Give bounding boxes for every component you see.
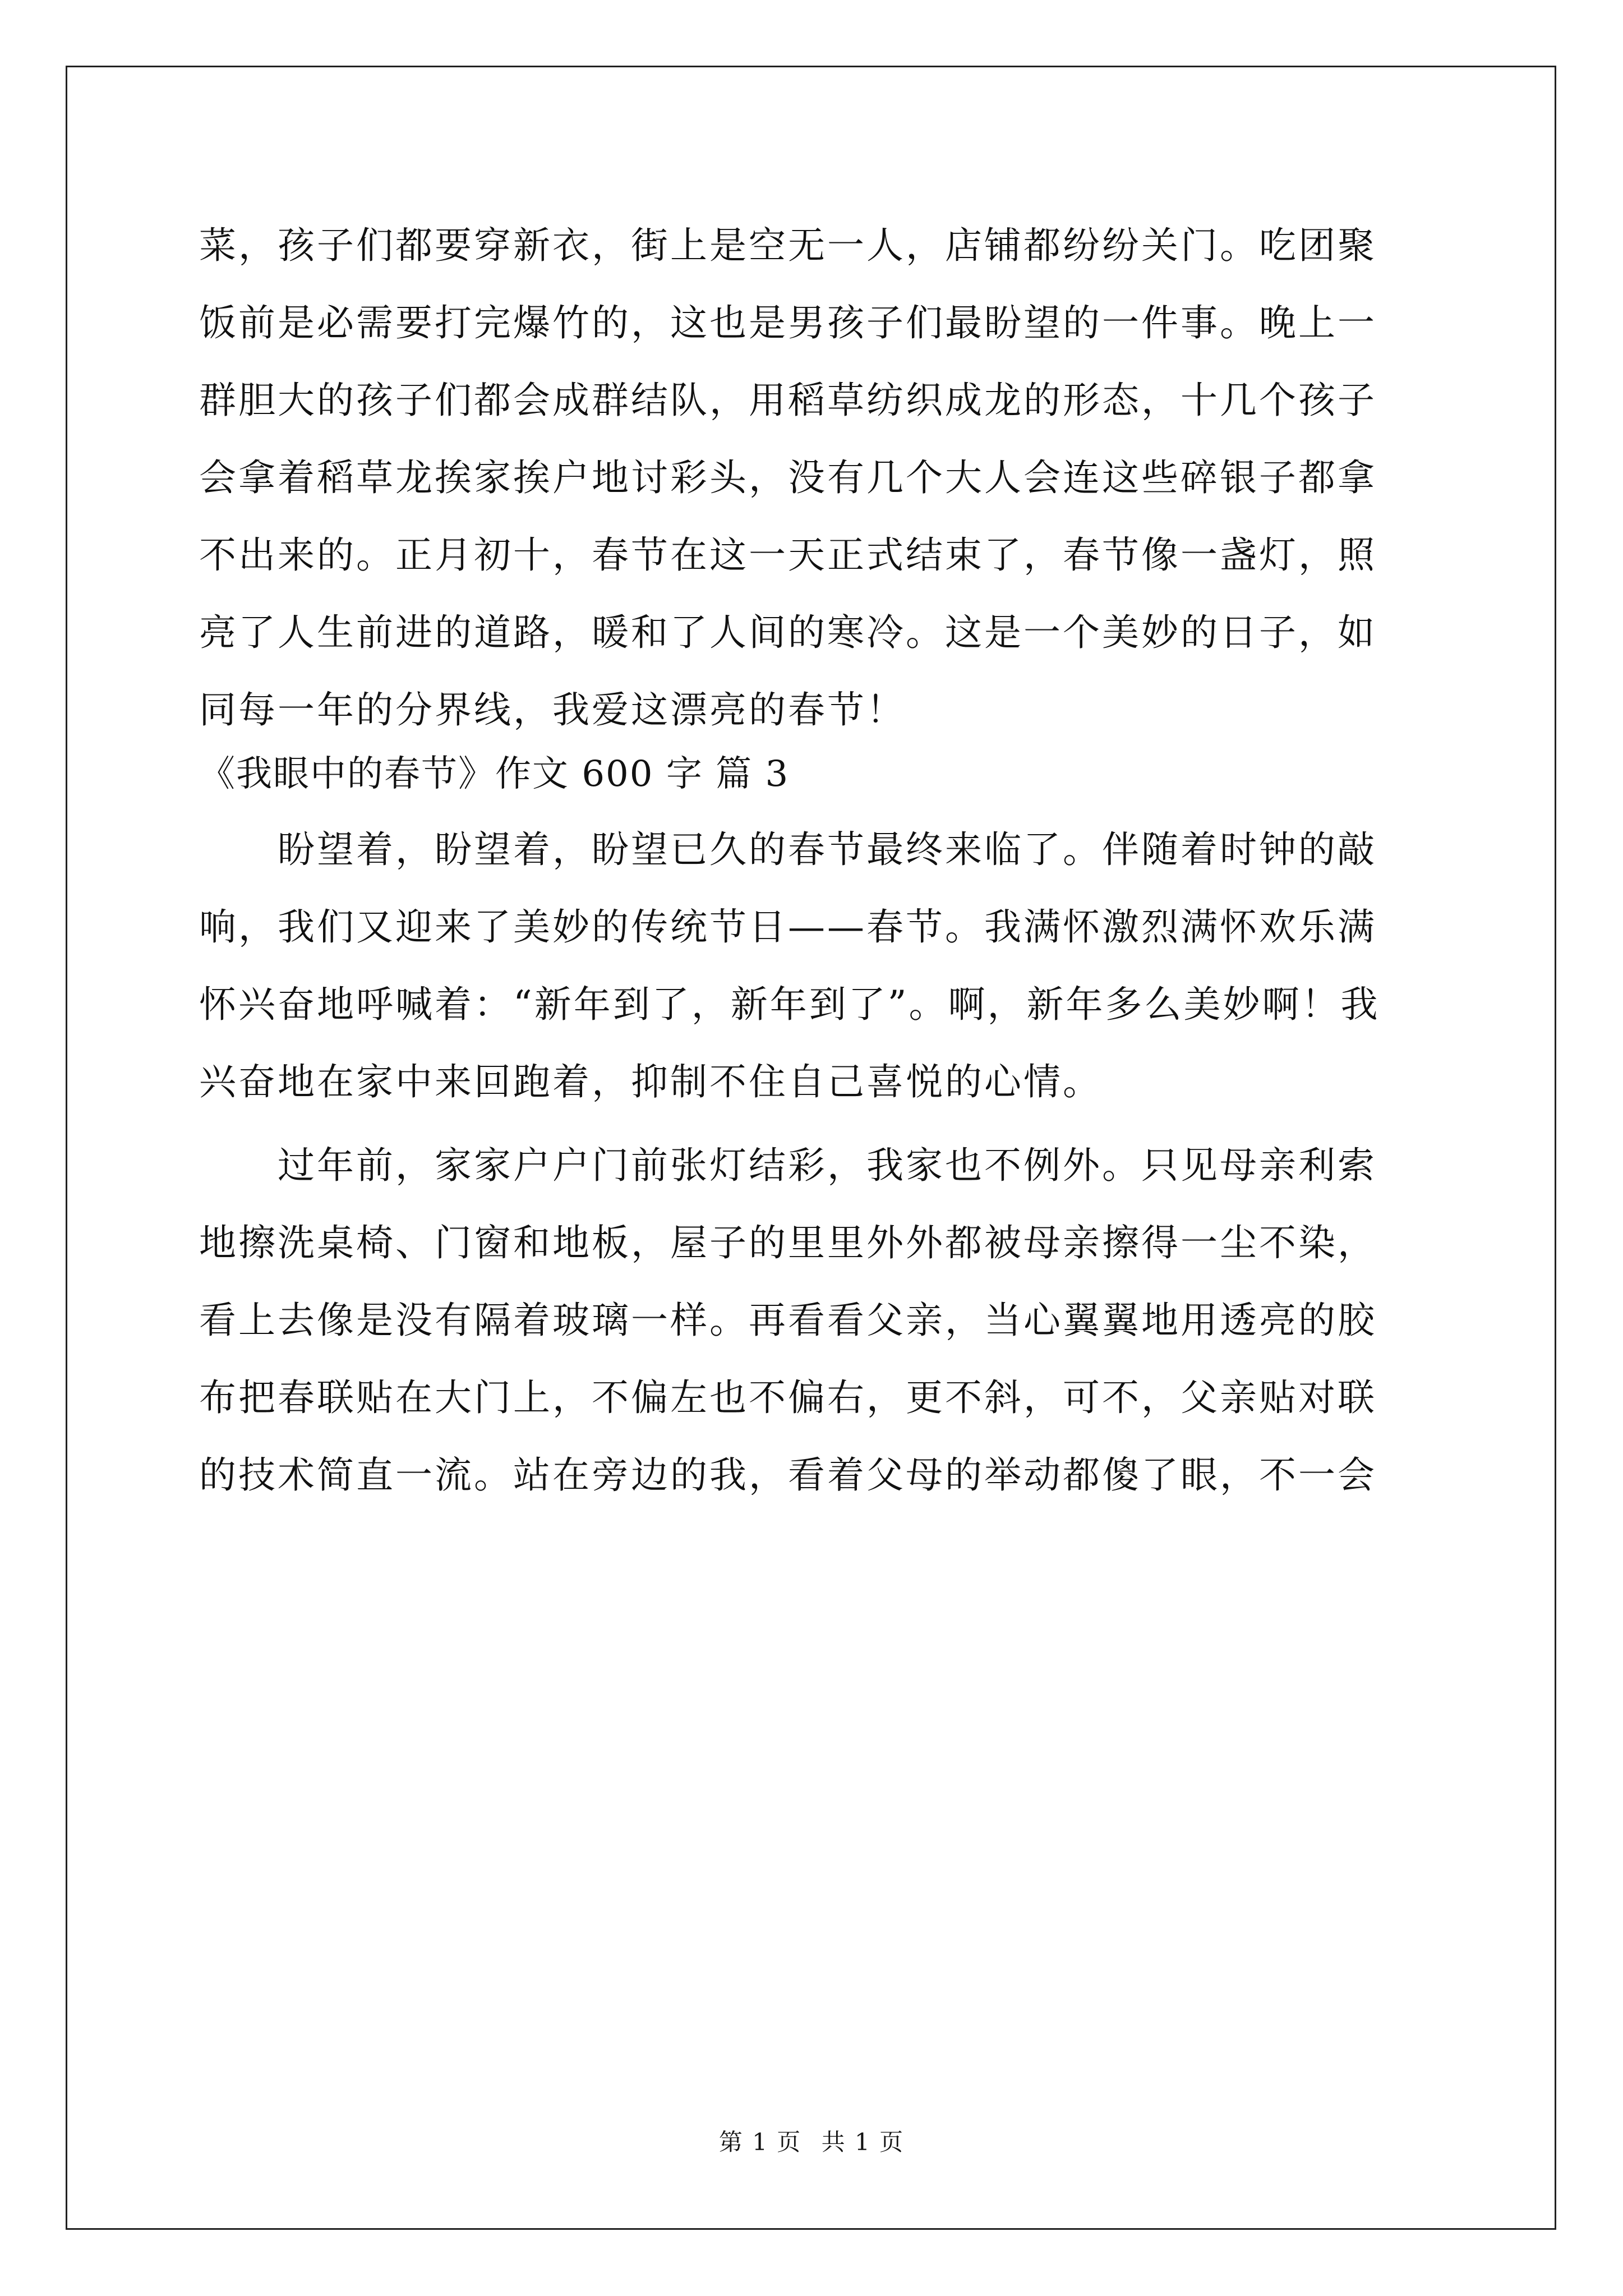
- text-line: 兴奋地在家中来回跑着，抑制不住自己喜悦的心情。: [199, 1060, 1102, 1103]
- text-line: 过年前，家家户户门前张灯结彩，我家也不例外。只见母亲利索: [199, 1144, 1377, 1187]
- text-line: 同每一年的分界线，我爱这漂亮的春节！: [199, 688, 906, 731]
- text-line: 盼望着，盼望着，盼望已久的春节最终来临了。伴随着时钟的敲: [199, 828, 1377, 871]
- section-heading: 《我眼中的春节》作文 600 字 篇 3: [199, 753, 790, 795]
- text-line: 响，我们又迎来了美妙的传统节日——春节。我满怀激烈满怀欢乐满: [199, 905, 1377, 949]
- text-line: 菜，孩子们都要穿新衣，街上是空无一人，店铺都纷纷关门。吃团聚: [199, 224, 1377, 267]
- page-total: 共 1 页: [821, 2128, 905, 2156]
- text-line: 亮了人生前进的道路，暖和了人间的寒冷。这是一个美妙的日子，如: [199, 611, 1377, 654]
- text-line: 不出来的。正月初十，春节在这一天正式结束了，春节像一盏灯，照: [199, 533, 1377, 577]
- text-line: 的技术简直一流。站在旁边的我，看着父母的举动都傻了眼，不一会: [199, 1453, 1377, 1497]
- text-line: 会拿着稻草龙挨家挨户地讨彩头，没有几个大人会连这些碎银子都拿: [199, 456, 1377, 499]
- page-number: 第 1 页: [718, 2128, 802, 2156]
- text-line: 看上去像是没有隔着玻璃一样。再看看父亲，当心翼翼地用透亮的胶: [199, 1299, 1377, 1342]
- text-line: 群胆大的孩子们都会成群结队，用稻草纺织成龙的形态，十几个孩子: [199, 379, 1377, 422]
- text-line: 怀兴奋地呼喊着：“新年到了，新年到了”。啊，新年多么美妙啊！我: [199, 983, 1380, 1026]
- text-line: 地擦洗桌椅、门窗和地板，屋子的里里外外都被母亲擦得一尘不染，: [199, 1221, 1377, 1264]
- text-line: 饭前是必需要打完爆竹的，这也是男孩子们最盼望的一件事。晚上一: [199, 301, 1377, 344]
- text-line: 布把春联贴在大门上，不偏左也不偏右，更不斜，可不，父亲贴对联: [199, 1376, 1377, 1419]
- page-footer: [0, 2128, 1623, 2156]
